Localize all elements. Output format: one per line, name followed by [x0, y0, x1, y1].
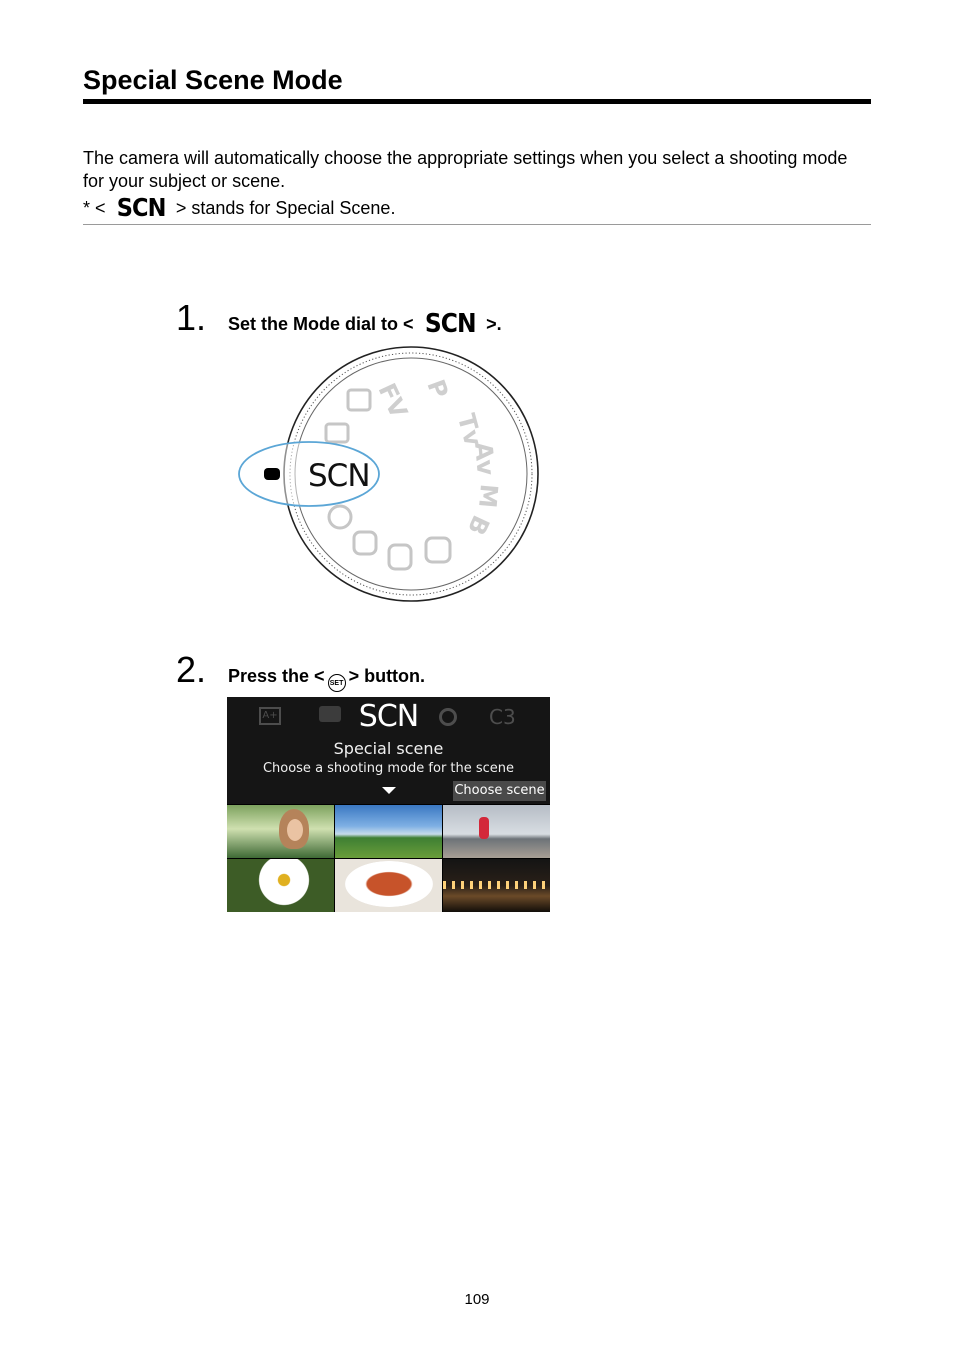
note-prefix: * <: [83, 198, 106, 218]
page-title: Special Scene Mode: [83, 65, 343, 95]
screen-subtitle: Choose a shooting mode for the scene: [262, 761, 515, 776]
dial-label-av: Av: [469, 440, 500, 477]
dial-label-m: M: [473, 482, 503, 510]
title-underline: [83, 99, 871, 104]
dial-label-fv: FV: [372, 378, 413, 423]
intro-paragraph: The camera will automatically choose the appropriate settings when you select a shooting mode for your subject or scene.: [83, 148, 848, 191]
step-2-text-before: Press the <: [228, 666, 325, 686]
screen-c3-icon: C3: [489, 705, 516, 729]
step-2-instruction: [228, 664, 425, 692]
scn-note: [83, 195, 395, 221]
thumbnail-night-scene: [443, 859, 550, 912]
screen-mode-label: SCN: [358, 699, 419, 734]
dial-label-p: P: [421, 375, 454, 402]
thumbnail-flower: [227, 859, 334, 912]
down-arrow-icon: [382, 787, 396, 794]
thumbnail-landscape: [335, 805, 442, 858]
choose-scene-button[interactable]: Choose scene: [453, 781, 546, 801]
screen-portrait-icon: [439, 708, 457, 726]
scn-symbol-icon: SCN: [116, 193, 166, 222]
dial-index-mark: [264, 468, 280, 480]
dial-label-b: B: [461, 511, 495, 540]
thumbnail-food: [335, 859, 442, 912]
step-2-number: 2.: [176, 649, 207, 690]
screen-title: Special scene: [333, 739, 444, 758]
screen-a-plus-icon: A+: [259, 707, 281, 725]
step-1-text-before: Set the Mode dial to <: [228, 314, 414, 334]
thumbnail-sports: [443, 805, 550, 858]
set-button-icon: SET: [328, 674, 346, 692]
dial-label-tv: Tv: [451, 410, 488, 449]
step-1-text-after: >.: [486, 314, 502, 334]
camera-screen: [227, 697, 550, 912]
page-number: 109: [464, 1291, 490, 1308]
step-1-number: 1.: [176, 297, 207, 338]
mode-dial-illustration: [234, 340, 544, 606]
step-1-instruction: [228, 309, 502, 339]
step-2-text-after: > button.: [348, 666, 426, 686]
note-suffix: > stands for Special Scene.: [175, 198, 396, 218]
thumbnail-portrait: [227, 805, 334, 858]
scn-symbol-icon: SCN: [424, 309, 476, 339]
dial-label-scn: SCN: [308, 458, 370, 494]
section-divider: [83, 224, 871, 225]
